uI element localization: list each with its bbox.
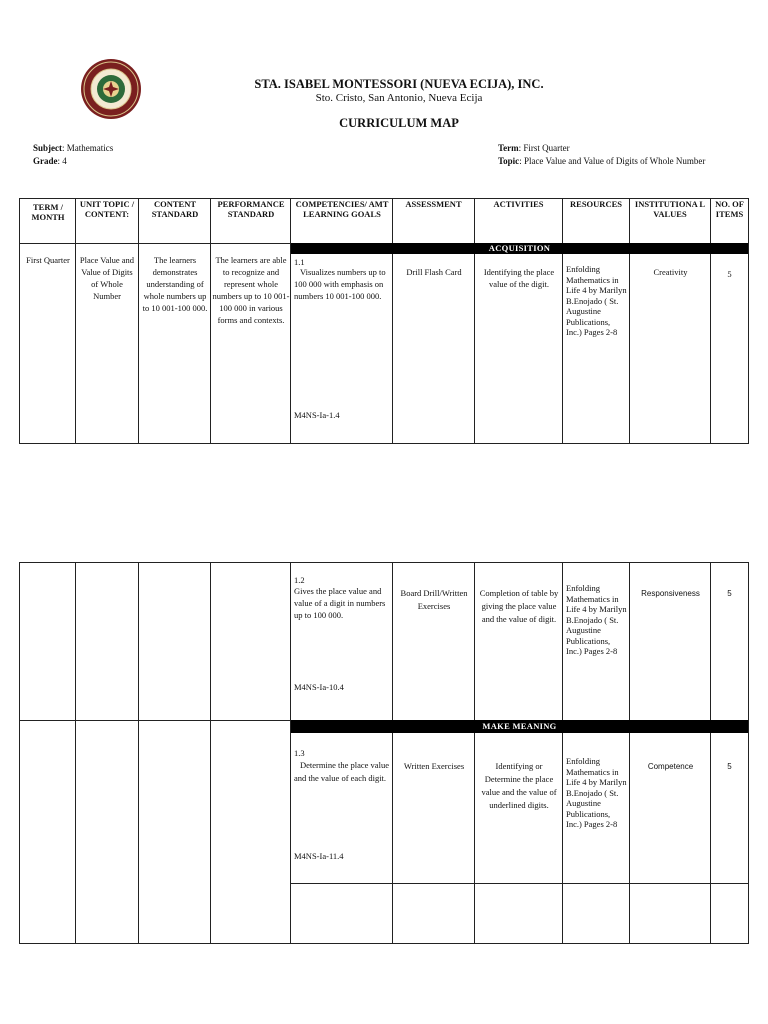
row1-activities: Identifying the place value of the digit. <box>483 267 555 289</box>
header-resources: RESOURCES <box>570 199 622 209</box>
row2-value: Responsiveness <box>641 589 700 598</box>
row2-items: 5 <box>727 589 732 598</box>
row3-assessment: Written Exercises <box>403 761 465 771</box>
row3-resources: Enfolding Mathematics in Life 4 by Marilyn B.Enojado ( St. Augustine Publications, Inc.) Pages 2-8 <box>566 756 627 829</box>
row1-competency-text: Visualizes numbers up to 100 000 with emphasis on numbers 10 001-100 000. <box>294 267 386 301</box>
row1-assessment: Drill Flash Card <box>406 267 462 277</box>
row3-value: Competence <box>647 762 694 771</box>
curriculum-table-2 <box>19 562 749 944</box>
row3-competency-text: Determine the place value and the value of each digit. <box>294 760 389 783</box>
subject-value: : Mathematics <box>62 143 114 153</box>
grade-line <box>33 156 67 166</box>
row2-assessment: Board Drill/Written Exercises <box>400 588 468 611</box>
subject-label: Subject <box>33 143 62 153</box>
row1-competency-number: 1.1 <box>294 257 305 267</box>
row2-competency-number: 1.2 <box>294 575 305 585</box>
row3-competency-code: M4NS-Ia-11.4 <box>294 851 344 861</box>
header-institutional-values: INSTITUTIONA L VALUES <box>634 199 706 219</box>
grade-label: Grade <box>33 156 58 166</box>
row1-value: Creativity <box>653 267 688 277</box>
topic-label: Topic <box>498 156 520 166</box>
term-label: Term <box>498 143 519 153</box>
row1-unit: Place Value and Value of Digits of Whole Number <box>79 255 135 301</box>
school-name: STA. ISABEL MONTESSORI (NUEVA ECIJA), INC. <box>254 77 544 91</box>
row1-items: 5 <box>727 269 732 279</box>
band-acquisition: ACQUISITION <box>291 243 748 254</box>
term-line <box>498 143 570 153</box>
row1-competency-code: M4NS-Ia-1.4 <box>294 410 340 420</box>
curriculum-table-1 <box>19 198 749 444</box>
topic-line <box>498 156 705 166</box>
band-make-meaning: MAKE MEANING <box>291 720 748 733</box>
header-assessment: ASSESSMENT <box>405 199 462 209</box>
row3-competency-number: 1.3 <box>294 748 305 758</box>
row2-activities: Completion of table by giving the place value and the value of digit. <box>479 588 559 624</box>
header-activities: ACTIVITIES <box>493 199 544 209</box>
row1-performance-standard: The learners are able to recognize and represent whole numbers up to 10 001-100 000 in various forms and contexts. <box>212 255 290 325</box>
row3-activities: Identifying or Determine the place value and the value of underlined digits. <box>481 761 557 810</box>
document-title: CURRICULUM MAP <box>339 116 459 130</box>
header-performance-standard: PERFORMANCE STANDARD <box>217 199 285 219</box>
row2-competency-text: Gives the place value and value of a digit in numbers up to 100 000. <box>294 586 386 620</box>
row3-items: 5 <box>727 762 732 771</box>
row2-resources: Enfolding Mathematics in Life 4 by Marilyn B.Enojado ( St. Augustine Publications, Inc.) Pages 2-8 <box>566 583 627 656</box>
subject-line <box>33 143 113 153</box>
row1-term: First Quarter <box>26 255 70 265</box>
term-value: : First Quarter <box>518 143 570 153</box>
header-content-standard: CONTENT STANDARD <box>151 199 199 219</box>
header-unit: UNIT TOPIC / CONTENT: <box>79 199 135 219</box>
topic-value: : Place Value and Value of Digits of Whole Number <box>519 156 706 166</box>
header-no-of-items: NO. OF ITEMS <box>715 199 744 219</box>
school-address: Sto. Cristo, San Antonio, Nueva Ecija <box>315 92 483 104</box>
row2-competency-code: M4NS-Ia-10.4 <box>294 682 344 692</box>
header-term: TERM / MONTH <box>31 202 65 222</box>
grade-value: : 4 <box>57 156 67 166</box>
row1-content-standard: The learners demonstrates understanding of whole numbers up to 10 001-100 000. <box>142 255 208 313</box>
header-competencies: COMPETENCIES/ AMT LEARNING GOALS <box>295 199 389 219</box>
row1-resources: Enfolding Mathematics in Life 4 by Marilyn B.Enojado ( St. Augustine Publications, Inc.) Pages 2-8 <box>566 264 627 337</box>
